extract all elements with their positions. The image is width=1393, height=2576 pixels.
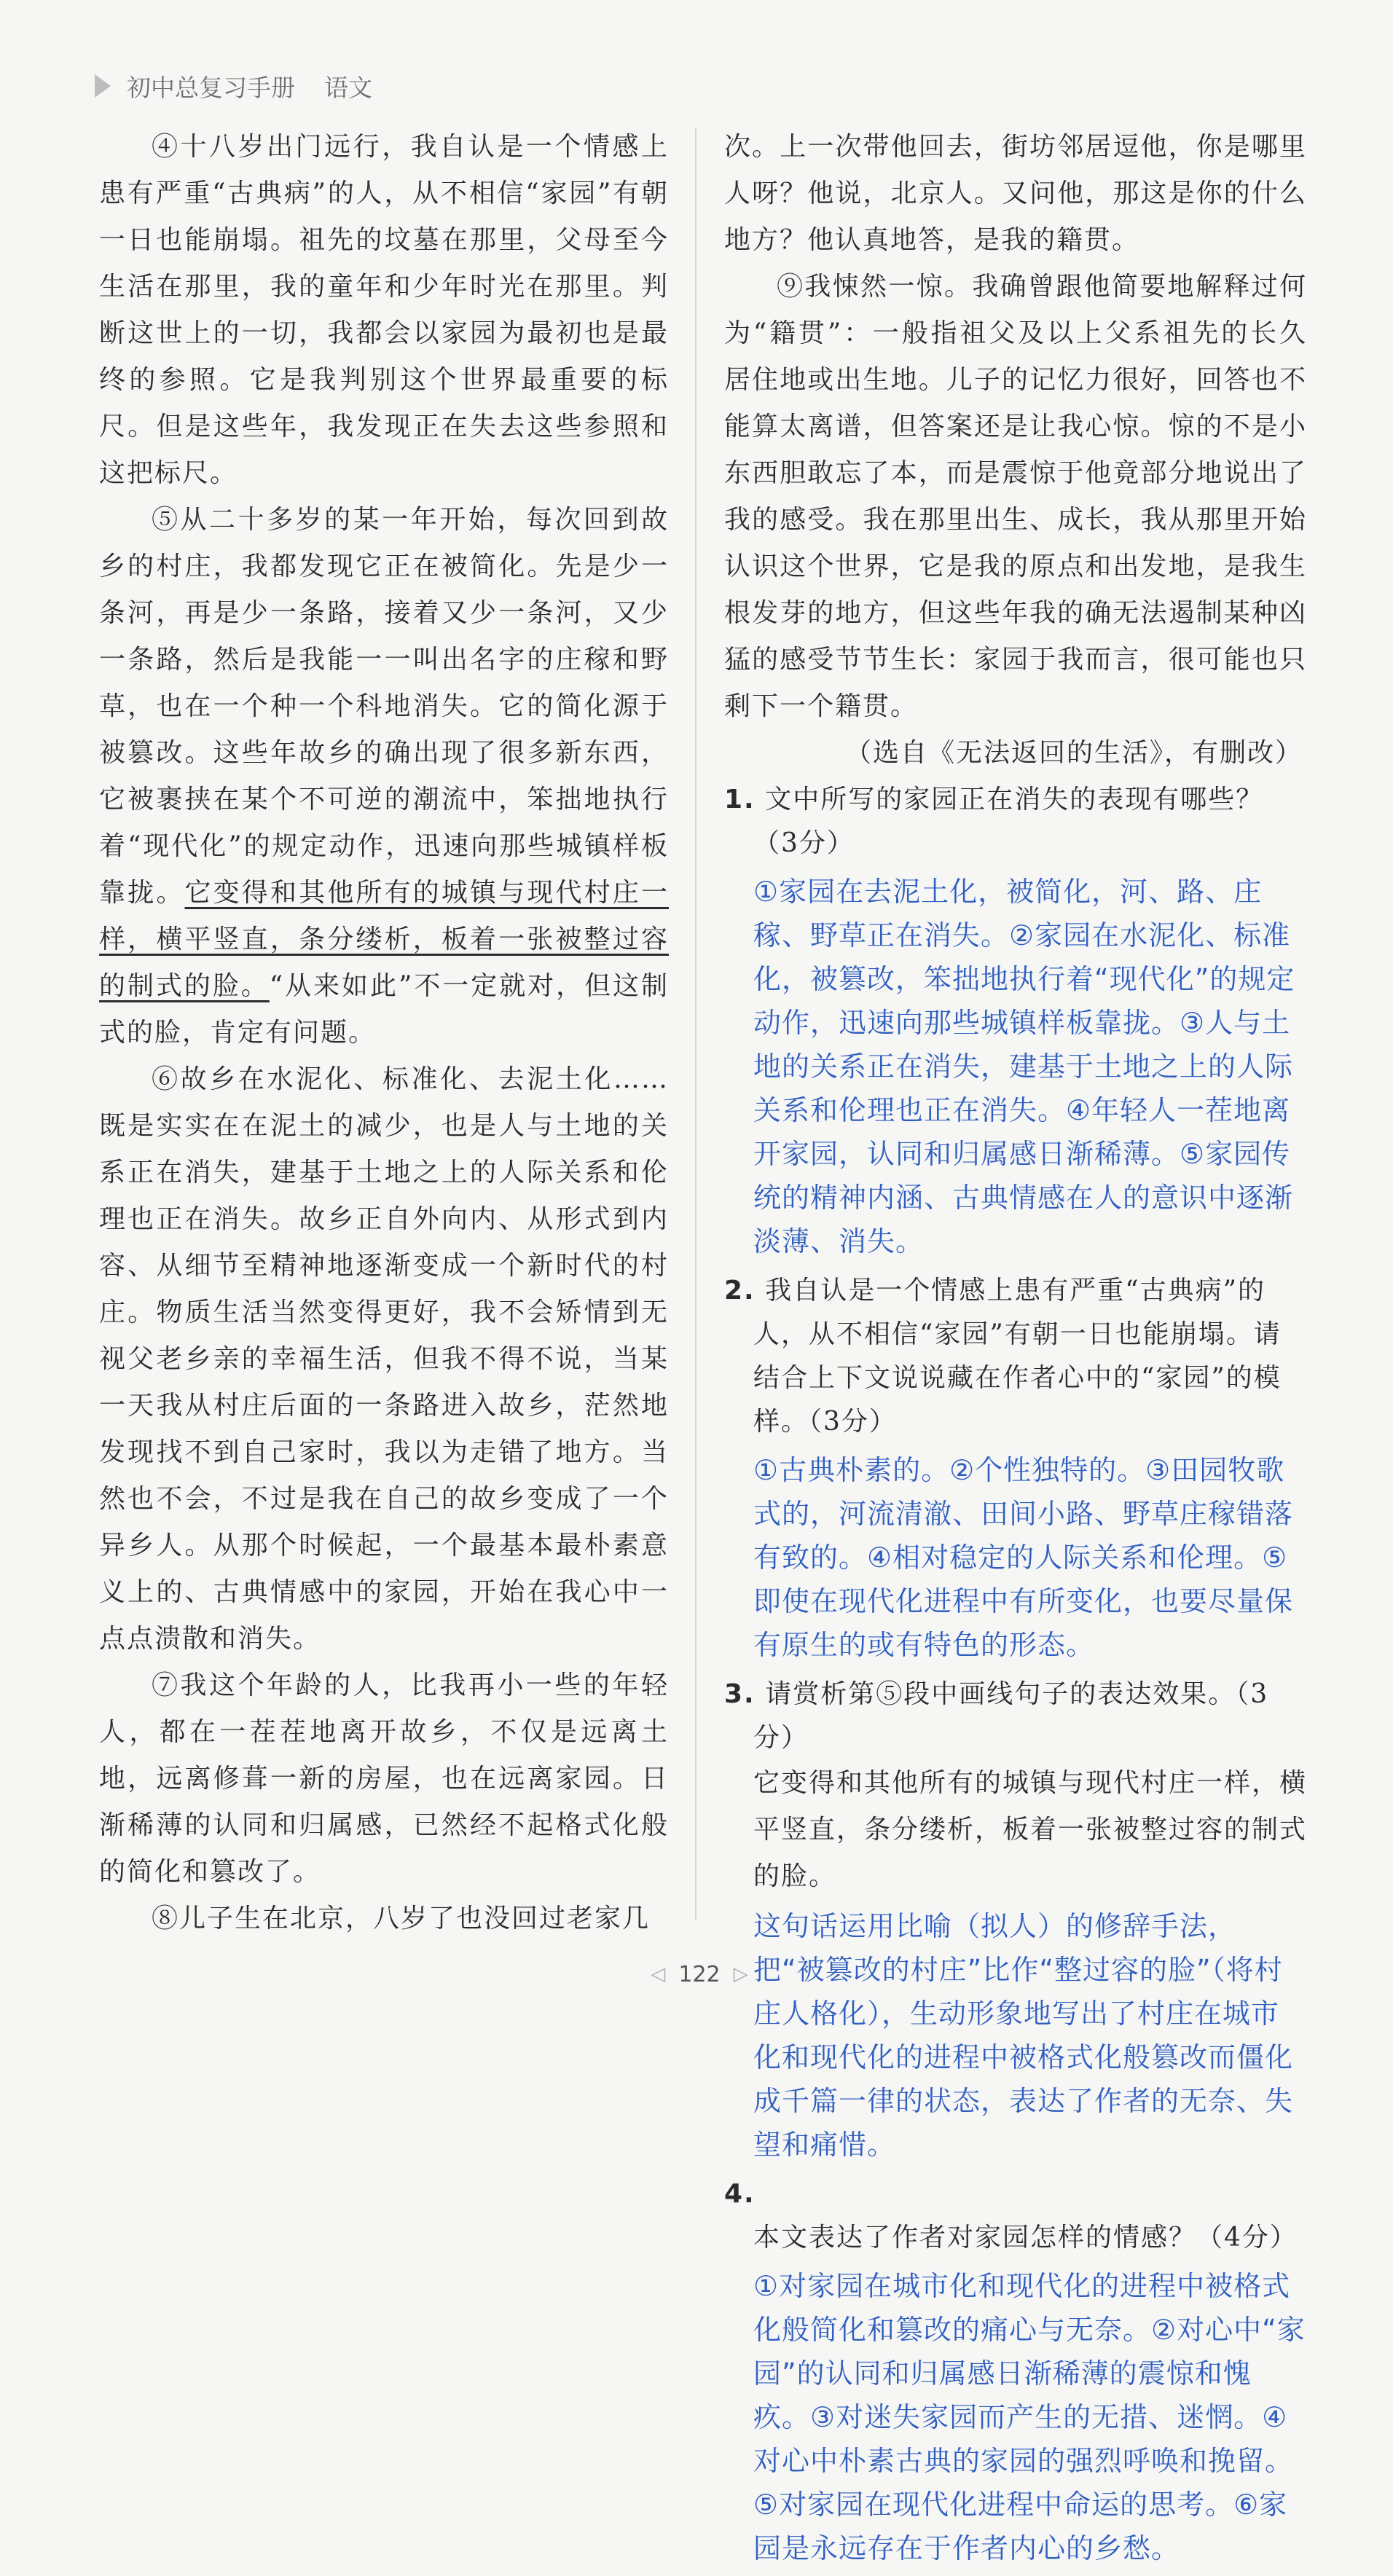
question-number: 3. (724, 1679, 756, 1709)
paragraph-8-end: 次。上一次带他回去，街坊邻居逗他，你是哪里人呀？他说，北京人。又问他，那这是你的什么地方？他认真地答，是我的籍贯。 (724, 132, 1307, 255)
left-column (99, 124, 669, 1942)
left-arrow-icon: ◁ (651, 1963, 666, 1985)
source-note: （选自《无法返回的生活》，有删改） (844, 738, 1303, 768)
question-text: 我自认是一个情感上患有严重“古典病”的人，从不相信“家园”有朝一日也能崩塌。请结合上下文说说藏在作者心中的“家园”的模样。（3分） (753, 1276, 1282, 1437)
question-text: 请赏析第⑤段中画线句子的表达效果。（3分） (753, 1679, 1269, 1753)
answer-3: 这句话运用比喻（拟人）的修辞手法，把“被篡改的村庄”比作“整过容的脸”（将村庄人格化），生动形象地写出了村庄在城市化和现代化的进程中被格式化般篡改而僵化成千篇一律的状态，表达了作者的无奈、失望和痛惜。 (753, 1910, 1294, 2161)
page-number (641, 1960, 758, 1989)
question-number: 2. (724, 1276, 756, 1305)
question-1 (724, 778, 1307, 1263)
page-number-text: 122 (678, 1961, 721, 1987)
question-text: 文中所写的家园正在消失的表现有哪些？（3分） (753, 785, 1264, 858)
underlined-sentence: 它变得和其他所有的城镇与现代村庄一样，横平竖直，条分缕析，板着一张被整过容的制式的脸。 (99, 878, 669, 1001)
question-4 (724, 2172, 1307, 2570)
subject-label: 语文 (324, 73, 372, 102)
right-column (724, 124, 1307, 2576)
book-title: 初中总复习手册 (127, 73, 295, 102)
paragraph-7: ⑦我这个年龄的人，比我再小一些的年轻人，都在一茬茬地离开故乡，不仅是远离土地，远离修葺一新的房屋，也在远离家园。日渐稀薄的认同和归属感，已然经不起格式化般的简化和篡改了。 (99, 1670, 669, 1887)
answer-1: ①家园在去泥土化，被简化，河、路、庄稼、野草正在消失。②家园在水泥化、标准化，被篡改，笨拙地执行着“现代化”的规定动作，迅速向那些城镇样板靠拢。③人与土地的关系正在消失，建基于土地之上的人际关系和伦理也正在消失。④年轻人一茬地离开家园，认同和归属感日渐稀薄。⑤家园传统的精神内涵、古典情感在人的意识中逐渐淡薄、消失。 (753, 876, 1295, 1257)
quoted-sentence: 它变得和其他所有的城镇与现代村庄一样，横平竖直，条分缕析，板着一张被整过容的制式的脸。 (753, 1768, 1308, 1891)
question-number: 1. (724, 785, 756, 814)
answer-2: ①古典朴素的。②个性独特的。③田园牧歌式的，河流清澈、田间小路、野草庄稼错落有致的。④相对稳定的人际关系和伦理。⑤即使在现代化进程中有所变化，也要尽量保有原生的或有特色的形态。 (753, 1454, 1294, 1661)
question-number: 4. (724, 2179, 756, 2209)
paragraph-5 (99, 497, 669, 1056)
paragraph-4: ④十八岁出门远行，我自认是一个情感上患有严重“古典病”的人，从不相信“家园”有朝一日也能崩塌。祖先的坟墓在那里，父母至今生活在那里，我的童年和少年时光在那里。判断这世上的一切，我都会以家园为最初也是最终的参照。它是我判别这个世界最重要的标尺。但是这些年，我发现正在失去这些参照和这把标尺。 (99, 132, 669, 488)
question-3 (724, 1673, 1307, 2167)
right-arrow-icon: ▷ (733, 1963, 748, 1985)
column-divider (695, 127, 696, 1920)
page-header (95, 67, 372, 105)
paragraph-5-start: ⑤从二十多岁的某一年开始，每次回到故乡的村庄，我都发现它正在被简化。先是少一条河，再是少一条路，接着又少一条河，又少一条路，然后是我能一一叫出名字的庄稼和野草，也在一个种一个科地消失。它的简化源于被篡改。这些年故乡的确出现了很多新东西，它被裹挟在某个不可逆的潮流中，笨拙地执行着“现代化”的规定动作，迅速向那些城镇样板靠拢。 (99, 505, 669, 908)
paragraph-5-end: “从来如此”不一定就对，但这制式的脸，肯定有问题。 (99, 971, 669, 1048)
paragraph-6: ⑥故乡在水泥化、标准化、去泥土化……既是实实在在泥土的减少，也是人与土地的关系正在消失，建基于土地之上的人际关系和伦理也正在消失。故乡正自外向内、从形式到内容、从细节至精神地逐渐变成一个新时代的村庄。物质生活当然变得更好，我不会矫情到无视父老乡亲的幸福生活，但我不得不说，当某一天我从村庄后面的一条路进入故乡，茫然地发现找不到自己家时，我以为走错了地方。当然也不会，不过是我在自己的故乡变成了一个异乡人。从那个时候起，一个最基本最朴素意义上的、古典情感中的家园，开始在我心中一点点溃散和消失。 (99, 1064, 669, 1654)
answer-4: ①对家园在城市化和现代化的进程中被格式化般简化和篡改的痛心与无奈。②对心中“家园”的认同和归属感日渐稀薄的震惊和愧疚。③对迷失家园而产生的无措、迷惘。④对心中朴素古典的家园的强烈呼唤和挽留。⑤对家园在现代化进程中命运的思考。⑥家园是永远存在于作者内心的乡愁。 (753, 2270, 1306, 2564)
paragraph-9: ⑨我悚然一惊。我确曾跟他简要地解释过何为“籍贯”：一般指祖父及以上父系祖先的长久居住地或出生地。儿子的记忆力很好，回答也不能算太离谱，但答案还是让我心惊。惊的不是小东西胆敢忘了本，而是震惊于他竟部分地说出了我的感受。我在那里出生、成长，我从那里开始认识这个世界，它是我的原点和出发地，是我生根发芽的地方，但这些年我的确无法遏制某种凶猛的感受节节生长：家园于我而言，很可能也只剩下一个籍贯。 (724, 272, 1307, 721)
paragraph-8-start: ⑧儿子生在北京，八岁了也没回过老家几 (152, 1904, 651, 1933)
question-text: 本文表达了作者对家园怎样的情感？（4分） (753, 2223, 1298, 2253)
question-2 (724, 1269, 1307, 1667)
triangle-icon (95, 74, 111, 98)
